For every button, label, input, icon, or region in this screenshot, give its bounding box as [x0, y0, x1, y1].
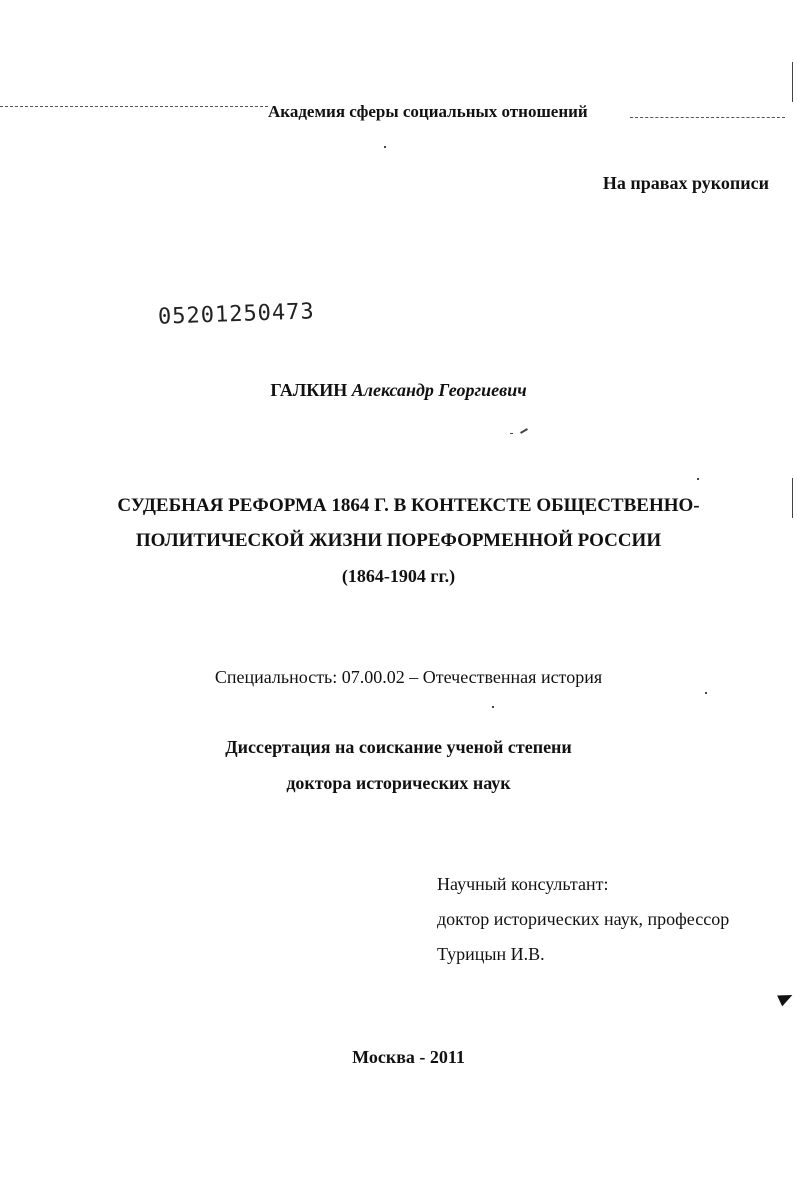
dissertation-line-1: Диссертация на соискание ученой степени: [225, 737, 572, 757]
city-year: Москва - 2011: [352, 1047, 465, 1067]
scan-speck: [384, 146, 386, 148]
scan-speck: [492, 706, 494, 708]
scan-edge-line: [792, 62, 793, 102]
scan-speck: [697, 478, 699, 480]
scan-speck: [520, 428, 528, 434]
scan-speck: [705, 692, 707, 694]
consultant-degree: доктор исторических наук, профессор: [437, 909, 730, 929]
title-line-2: ПОЛИТИЧЕСКОЙ ЖИЗНИ ПОРЕФОРМЕННОЙ РОССИИ: [135, 530, 662, 551]
scan-corner-mark: [777, 990, 795, 1007]
author-given-names: Александр Георгиевич: [351, 380, 527, 400]
scan-edge-line: [792, 478, 793, 518]
author-surname: ГАЛКИН: [270, 380, 348, 400]
institution-name: Академия сферы социальных отношений: [268, 102, 588, 121]
manuscript-note: На правах рукописи: [602, 173, 769, 193]
scan-speck: [510, 433, 513, 434]
consultant-name: Турицын И.В.: [437, 944, 545, 964]
consultant-label: Научный консультант:: [437, 874, 609, 894]
catalog-number-stamp: 05201250473: [157, 299, 316, 330]
header-rule-left: [0, 106, 268, 107]
title-years: (1864-1904 гг.): [341, 566, 456, 586]
dissertation-line-2: доктора исторических наук: [286, 773, 511, 793]
specialty: Специальность: 07.00.02 – Отечественная история: [214, 667, 603, 687]
title-line-1: СУДЕБНАЯ РЕФОРМА 1864 Г. В КОНТЕКСТЕ ОБЩЕСТВЕННО-: [117, 495, 700, 516]
header-rule-right: [630, 117, 785, 118]
author-name: [0, 380, 797, 401]
